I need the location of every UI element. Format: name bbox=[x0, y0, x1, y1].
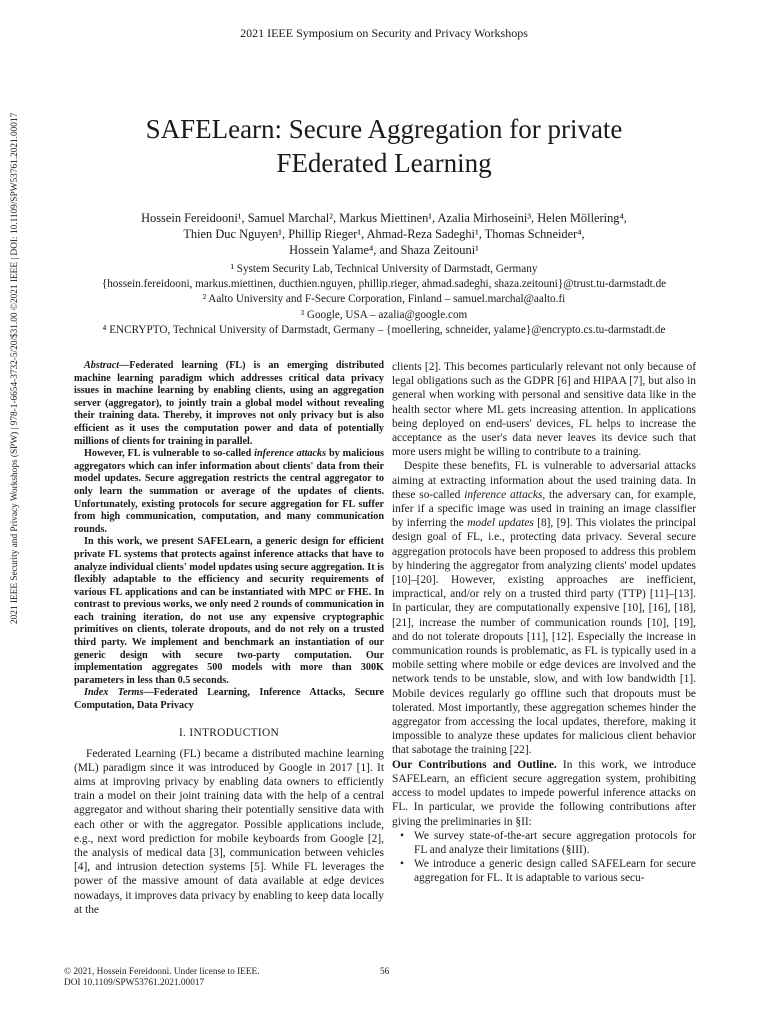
authors-line-1: Hossein Fereidooni¹, Samuel Marchal², Markus Miettinen¹, Azalia Mirhoseini³, Helen Möllering⁴, bbox=[141, 211, 627, 225]
affiliation-3: ³ Google, USA – azalia@google.com bbox=[300, 308, 468, 321]
authors-line-3: Hossein Yalame⁴, and Shaza Zeitouni¹ bbox=[289, 243, 479, 258]
left-column bbox=[74, 360, 384, 917]
index-terms-label: Index Terms bbox=[84, 687, 144, 699]
footer-copyright bbox=[64, 967, 260, 989]
right-column bbox=[392, 360, 696, 886]
affiliation-1: ¹ System Security Lab, Technical University of Darmstadt, Germany bbox=[230, 263, 538, 275]
abstract-label: Abstract bbox=[84, 360, 120, 371]
title-line-2: FEderated Learning bbox=[276, 148, 492, 178]
abstract-paragraph-1: Abstract—Federated learning (FL) is an emerging distributed machine learning paradigm which addresses critical data privacy issues in machine learning by enabling clients, using an aggregation server (aggregator), to jointly train a global model without revealing their training data. Thereby, it improves not only privacy but is also efficient as it uses the computation power and data of potentially millions of clients for training in parallel. bbox=[74, 360, 384, 447]
copyright-line: © 2021, Hossein Fereidooni. Under license to IEEE. bbox=[64, 967, 260, 977]
affiliation-1-emails: {hossein.fereidooni, markus.miettinen, ducthien.nguyen, phillip.rieger, ahmad.sadeghi, shaza.zeitouni}@trust.tu-darmstadt.de bbox=[101, 278, 667, 291]
contributions-paragraph: Our Contributions and Outline. In this work, we introduce SAFELearn, an efficient secure aggregation system, prohibiting access to model updates to impede powerful inference attacks on FL. In particular, we provide the following contributions after giving the preliminaries in §II: bbox=[392, 758, 696, 828]
contributions-list bbox=[392, 829, 696, 886]
affiliation-4: ⁴ ENCRYPTO, Technical University of Darmstadt, Germany – {moellering, schneider, yalame}@encrypto.cs.tu-darmstadt.de bbox=[102, 323, 666, 336]
right-paragraph-1: clients [2]. This becomes particularly relevant not only because of legal obligations such as the GDPR [6] and HIPAA [7], but also in general when working with personal and sensitive data like in the health sector where ML gets increasing attention. In applications being deployed on end-users' devices, FL helps to increase the acceptance as the user's data never leaves its device such that more users might be willing to contribute to a training. bbox=[392, 361, 696, 459]
venue-header: 2021 IEEE Symposium on Security and Privacy Workshops bbox=[240, 26, 528, 40]
title-line-1: SAFELearn: Secure Aggregation for private bbox=[145, 114, 623, 144]
paper-title bbox=[0, 112, 768, 180]
doi-sidebar: 2021 IEEE Security and Privacy Workshops (SPW) | 978-1-6654-3732-5/20/$31.00 ©2021 IEEE | DOI: 10.1109/SPW53761.2021.00017 bbox=[10, 112, 20, 624]
section-heading-introduction: I. INTRODUCTION bbox=[178, 726, 280, 739]
bullet-icon: • bbox=[400, 829, 404, 842]
list-item: • We introduce a generic design called SAFELearn for secure aggregation for FL. It is adaptable to various secu- bbox=[400, 858, 696, 885]
list-item: • We survey state-of-the-art secure aggregation protocols for FL and analyze their limitations (§III). bbox=[400, 829, 696, 856]
author-list bbox=[0, 210, 768, 259]
contributions-label: Our Contributions and Outline. bbox=[392, 758, 557, 771]
abstract-paragraph-3: In this work, we present SAFELearn, a generic design for efficient private FL systems that protects against inference attacks that have to analyze individual clients' model updates using secure aggregation. It is flexibly adaptable to the efficiency and security requirements of various FL applications and can be instantiated with MPC or FHE. In contrast to previous works, we only need 2 rounds of communication in each training iteration, do not use any expensive cryptographic primitives on clients, tolerate dropouts, and do not rely on a trusted third party. We implement and benchmark an instantiation of our generic design with secure two-party computation. Our implementation aggregates 500 models with more than 300K parameters in less than 0.5 seconds. bbox=[74, 536, 384, 686]
page-number: 56 bbox=[380, 967, 390, 977]
bullet-icon: • bbox=[400, 858, 404, 871]
intro-paragraph-1: Federated Learning (FL) became a distributed machine learning (ML) paradigm since it was introduced by Google in 2017 [1]. It aims at improving privacy by enabling data owners to efficiently train a model on their joint training data with the help of a central aggregator and without sharing their potentially sensitive data with each other or with the aggregator. Possible applications include, e.g., next word prediction for mobile keyboards from Google [2], the analysis of medical data [3], communication between vehicles [4], and intrusion detection systems [5]. While FL leverages the power of the massive amount of data available at edge devices nowadays, it improves data privacy by enabling to keep data locally at the bbox=[74, 747, 384, 916]
authors-line-2: Thien Duc Nguyen¹, Phillip Rieger¹, Ahmad-Reza Sadeghi¹, Thomas Schneider⁴, bbox=[183, 227, 585, 242]
abstract-paragraph-2: However, FL is vulnerable to so-called inference attacks by malicious aggregators which can infer information about clients' data from their model updates. Secure aggregation restricts the central aggregator to only learn the summation or average of the updates of clients. Unfortunately, existing protocols for secure aggregation for FL suffer from high communication, computation, and many communication rounds. bbox=[74, 448, 384, 535]
affiliations bbox=[0, 262, 768, 338]
abstract bbox=[74, 360, 384, 713]
doi-line: DOI 10.1109/SPW53761.2021.00017 bbox=[64, 978, 205, 988]
introduction-text bbox=[74, 747, 384, 917]
right-paragraph-2: Despite these benefits, FL is vulnerable to adversarial attacks aiming at extracting information about the used training data. In these so-called inference attacks, the adversary can, for example, infer if a specific image was used in training an image classifier by inferring the model updates [8], [9]. This violates the principal design goal of FL, i.e., protecting data privacy. Several secure aggregation protocols have been proposed to address this problem by hindering the aggregator from analyzing clients' model updates [10]–[20]. However, existing approaches are inefficient, impractical, and/or rely on a trusted third party (TTP) [11]–[13]. In particular, they are computationally expensive [10], [16], [18], [21], increase the number of communication rounds [10], [19], and do not tolerate dropouts [11], [12]. Especially the increase in communication rounds is problematic, as FL is typically used in a mobile setting where mobile or edge devices are involved and the network tends to be unstable, slow, and with low bandwidth [1]. Mobile devices regularly go offline such that dropouts must be tolerated. Most importantly, these aggregation schemes hinder the aggregator from accessing the local updates, therefore, making it impossible to analyze these updates for malicious client behavior that sabotage the training [22]. bbox=[392, 460, 697, 757]
affiliation-2: ² Aalto University and F-Secure Corporation, Finland – samuel.marchal@aalto.fi bbox=[202, 293, 566, 306]
index-terms: Index Terms—Federated Learning, Inference Attacks, Secure Computation, Data Privacy bbox=[74, 687, 384, 712]
